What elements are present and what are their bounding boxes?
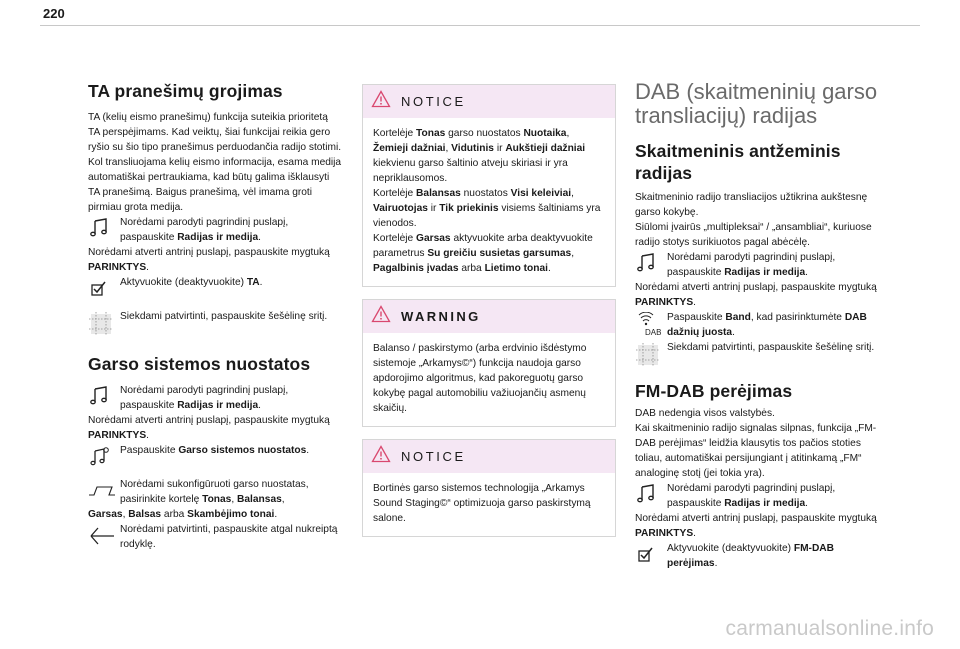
digital-intro-2: Siūlomi įvairūs „multipleksai“ / „ansambliai“, kuriuose radijo stotys surikiuotos pagal abėcėlę.: [635, 222, 872, 248]
ta-step-4: [88, 309, 342, 335]
dab-radio-icon: [635, 312, 667, 336]
music-note-icon: [635, 483, 667, 507]
header-rule: [40, 25, 920, 26]
ta-step-4-text: Siekdami patvirtinti, paspauskite šešėlinę sritį.: [120, 311, 328, 322]
fmdab-step-2-text: Norėdami atverti antrinį puslapį, paspauskite mygtuką PARINKTYS.: [635, 513, 877, 539]
notice-triangle-icon: [371, 90, 391, 113]
ta-step-3-text: Aktyvuokite (deaktyvuokite) TA.: [120, 277, 263, 288]
warning-title: WARNING: [401, 309, 481, 324]
ta-step-1: [88, 215, 342, 245]
warning-triangle-icon: [371, 305, 391, 328]
digital-step-1: [635, 250, 885, 280]
notice-body-1: Kortelėje Tonas garso nuostatos Nuotaika, Žemieji dažniai, Vidutinis ir Aukštieji dažniai kiekvienu garso šaltinio atveju skiriasi ir yra nepriklausomos. Kortelėje Balansas nuostatos Visi keleiviai, Vairuotojas ir Tik priekinis visiems šaltiniams yra vienodos. Kortelėje Garsas aktyvuokite arba deaktyvuokite parametrus Su greičiu susietas garsumas, Pagalbinis įvadas arba Lietimo tonai.: [373, 128, 601, 274]
garso-section-title: Garso sistemos nuostatos: [88, 354, 311, 374]
checkbox-icon: [635, 543, 667, 567]
notice-box-2: [362, 439, 616, 537]
digital-step-3: [635, 310, 885, 340]
checkbox-icon: [88, 277, 120, 301]
ta-intro: TA (kelių eismo pranešimų) funkcija suteikia prioritetą TA perspėjimams. Kad veiktų, šiai funkcijai reikia gero ryšio su šio tipo pranešimus perduodančia radijo stotimi. Kol transliuojama kelių eismo informacija, esama medija automatiškai pertraukiama, kad būtų galima išklausyti TA pranešimą. Baigus pranešimą, vėl imama groti pirmiau grota medija.: [88, 112, 342, 213]
shaded-area-icon: [635, 342, 667, 366]
warning-body: Balanso / paskirstymo (arba erdvinio išdėstymo sistemoje „Arkamys©“) funkcija naudoja garso apdorojimo algoritmus, kad pakoreguotų garso kokybę pagal automobiliu važiuojančių asmenų skaičių.: [373, 343, 587, 414]
fmdab-step-3: [635, 541, 885, 571]
notice-box-1: [362, 84, 616, 287]
fmdab-section-title: FM-DAB perėjimas: [635, 381, 793, 401]
music-note-icon: [88, 385, 120, 409]
fmdab-step-3-text: Aktyvuokite (deaktyvuokite) FM-DAB perėjimas.: [667, 543, 835, 569]
column-2: [362, 84, 616, 549]
dab-icon-label: DAB: [645, 328, 662, 336]
fmdab-step-1-text: Norėdami parodyti pagrindinį puslapį, paspauskite Radijas ir medija.: [667, 483, 836, 509]
garso-step-2-text: Norėdami atverti antrinį puslapį, paspauskite mygtuką PARINKTYS.: [88, 415, 330, 441]
dab-section-title: DAB (skaitmeninių garso transliacijų) radijas: [635, 79, 878, 128]
notice-title-1: NOTICE: [401, 94, 466, 109]
garso-step-4-cont: Garsas, Balsas arba Skambėjimo tonai.: [88, 509, 278, 520]
page-number: 220: [43, 6, 65, 21]
ta-step-1-text: Norėdami parodyti pagrindinį puslapį, paspauskite Radijas ir medija.: [120, 217, 289, 243]
music-settings-icon: [88, 445, 120, 469]
garso-step-1-text: Norėdami parodyti pagrindinį puslapį, paspauskite Radijas ir medija.: [120, 385, 289, 411]
digital-step-1-text: Norėdami parodyti pagrindinį puslapį, paspauskite Radijas ir medija.: [667, 252, 836, 278]
digital-step-4: [635, 340, 885, 366]
garso-step-4: [88, 477, 342, 507]
column-3: [635, 80, 885, 571]
notice-header-1: [363, 85, 615, 118]
warning-header: [363, 300, 615, 333]
tab-icon: [88, 479, 120, 503]
garso-step-4-text: Norėdami sukonfigūruoti garso nuostatas, pasirinkite kortelę Tonas, Balansas,: [120, 479, 309, 505]
garso-step-3: [88, 443, 342, 469]
notice-header-2: [363, 440, 615, 473]
music-note-icon: [635, 252, 667, 276]
fmdab-step-1: [635, 481, 885, 511]
watermark: carmanualsonline.info: [725, 617, 934, 640]
warning-box: [362, 299, 616, 427]
fmdab-p1: DAB nedengia visos valstybės.: [635, 408, 775, 419]
ta-section-title: TA pranešimų grojimas: [88, 81, 283, 101]
digital-step-2-text: Norėdami atverti antrinį puslapį, paspauskite mygtuką PARINKTYS.: [635, 282, 877, 308]
ta-step-3: [88, 275, 342, 301]
notice-triangle-icon: [371, 445, 391, 468]
column-1: [88, 80, 342, 552]
digital-step-3-text: Paspauskite Band, kad pasirinktumėte DAB dažnių juosta.: [667, 312, 867, 338]
shaded-area-icon: [88, 311, 120, 335]
back-arrow-icon: [88, 524, 120, 548]
music-note-icon: [88, 217, 120, 241]
fmdab-p2: Kai skaitmeninio radijo signalas silpnas, funkcija „FM-DAB perėjimas“ leidžia klausytis tos pačios stoties toliau, automatiškai persijungiant į atitinkamą „FM“ analoginę stotį (jei tokia yra).: [635, 423, 877, 479]
garso-step-3-text: Paspauskite Garso sistemos nuostatos.: [120, 445, 310, 456]
notice-body-2: Bortinės garso sistemos technologija „Arkamys Sound Staging©“ optimizuoja garso paskirstymą salone.: [373, 483, 591, 524]
ta-step-2-text: Norėdami atverti antrinį puslapį, paspauskite mygtuką PARINKTYS.: [88, 247, 330, 273]
digital-intro-1: Skaitmeninio radijo transliacijos užtikrina aukštesnę garso kokybę.: [635, 192, 868, 218]
notice-title-2: NOTICE: [401, 449, 466, 464]
garso-step-5-text: Norėdami patvirtinti, paspauskite atgal nukreiptą rodyklę.: [120, 524, 338, 550]
digital-step-4-text: Siekdami patvirtinti, paspauskite šešėlinę sritį.: [667, 342, 875, 353]
garso-step-1: [88, 383, 342, 413]
garso-step-5: [88, 522, 342, 552]
digital-section-title: Skaitmeninis antžeminis radijas: [635, 141, 841, 183]
